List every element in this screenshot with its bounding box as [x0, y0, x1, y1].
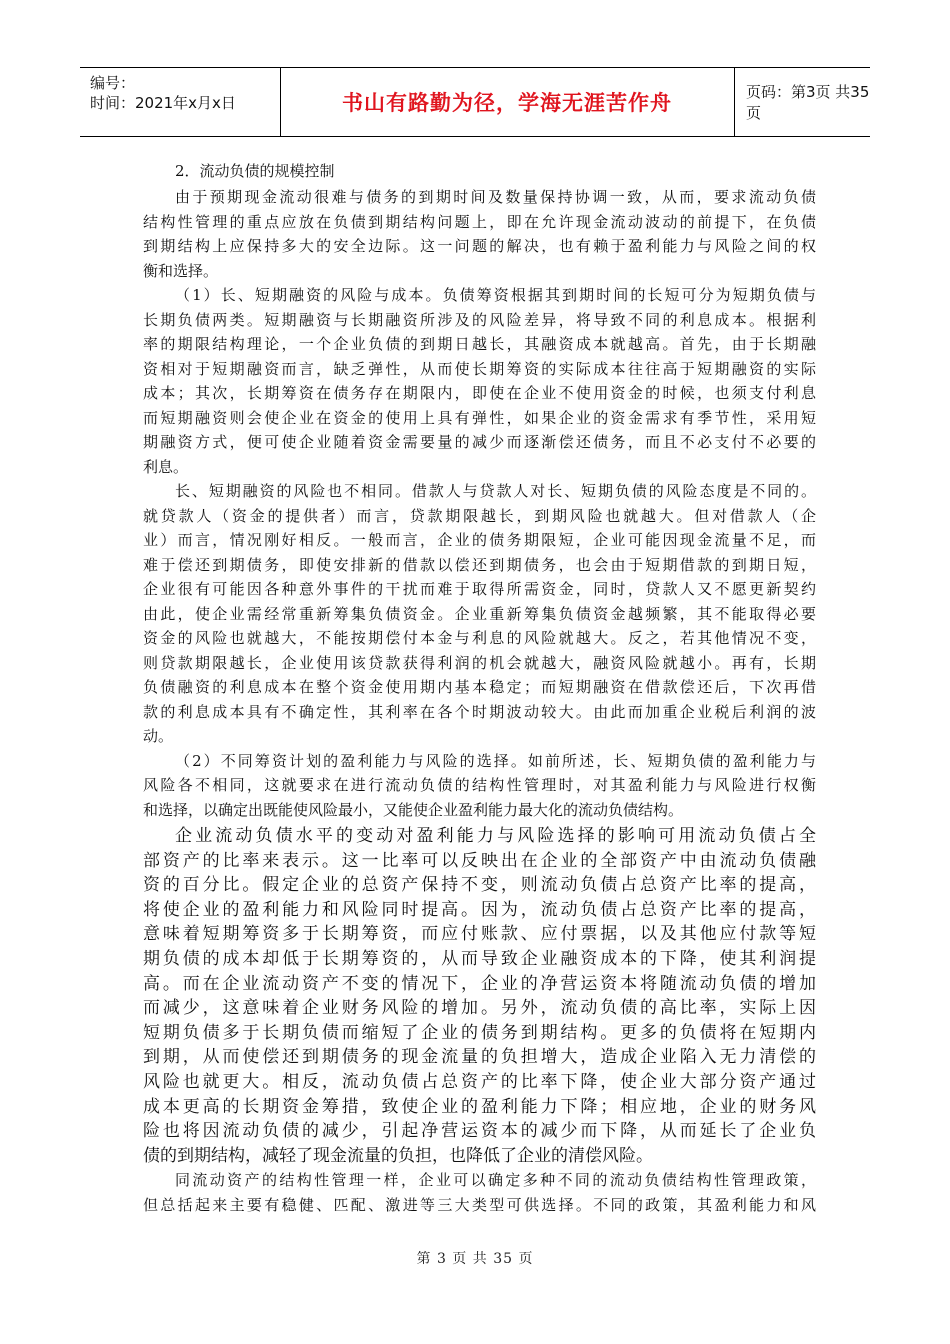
paragraph-line: 负债融资的利息成本在整个资金使用期内基本稳定；而短期融资在借款偿还后，下次再借	[143, 678, 816, 696]
paragraph-line: 而短期融资则会使企业在资金的使用上具有弹性，如果企业的资金需求有季节性，采用短	[143, 408, 816, 427]
paragraph-line: 资相对于短期融资而言，缺乏弹性，从而使长期筹资的实际成本往往高于短期融资的实际	[143, 359, 816, 378]
section-title: 2．流动负债的规模控制	[175, 162, 335, 180]
page-footer: 第 3 页 共 35 页	[416, 1251, 534, 1267]
paragraph-line: 风险也就更大。相反，流动负债占总资产的比率下降，使企业大部分资产通过	[143, 1071, 816, 1092]
paragraph-line: （1）长、短期融资的风险与成本。负债筹资根据其到期时间的长短可分为短期负债与	[175, 286, 816, 304]
paragraph-line: 资金的风险也就越大，不能按期偿付本金与利息的风险就越大。反之，若其他情况不变，	[143, 629, 816, 647]
header-page-info: 页码：第3页 共35页	[746, 83, 870, 122]
paragraph-line: 率的期限结构理论，一个企业负债的到期日越长，其融资成本就越高。首先，由于长期融	[143, 335, 816, 353]
paragraph-line: 资的百分比。假定企业的总资产保持不变，则流动负债占总资产比率的提高，	[143, 875, 816, 896]
paragraph-line: 结构性管理的重点应放在负债到期结构问题上，即在允许现金流动波动的前提下，在负债	[143, 212, 816, 231]
paragraph-line: 同流动资产的结构性管理一样，企业可以确定多种不同的流动负债结构性管理政策，	[175, 1171, 816, 1190]
paragraph-line: 动。	[143, 727, 174, 745]
paragraph-line: 衡和选择。	[143, 261, 219, 280]
paragraph-line: 企业流动负债水平的变动对盈利能力与风险选择的影响可用流动负债占全	[175, 826, 816, 846]
paragraph-line: 期负债的成本却低于长期筹资的，从而导致企业融资成本的下降，使其利润提	[143, 948, 816, 969]
body-paragraph	[143, 824, 816, 1168]
paragraph-line: 高。而在企业流动资产不变的情况下，企业的净营运资本将随流动负债的增加	[143, 973, 816, 994]
paragraph-line: 将使企业的盈利能力和风险同时提高。因为，流动负债占总资产比率的提高，	[143, 899, 816, 920]
body-paragraph	[143, 185, 816, 283]
body-paragraph	[143, 749, 816, 823]
paragraph-line: 成本；其次，长期筹资在债务存在期限内，即使在企业不使用资金的时候，也须支付利息	[143, 384, 816, 402]
paragraph-line: 由此，使企业需经常重新筹集负债资金。企业重新筹集负债资金越频繁，其不能取得必要	[143, 604, 816, 623]
body-paragraph	[143, 283, 816, 479]
paragraph-line: 意味着短期筹资多于长期筹资，而应付账款、应付票据，以及其他应付款等短	[143, 924, 816, 945]
paragraph-line: 利息。	[143, 457, 189, 476]
paragraph-line: 但总括起来主要有稳健、匹配、激进等三大类型可供选择。不同的政策，其盈利能力和风	[143, 1195, 816, 1214]
header-motto: 书山有路勤为径，学海无涯苦作舟	[280, 68, 735, 136]
paragraph-line: 债的到期结构，减轻了现金流量的负担，也降低了企业的清偿风险。	[143, 1145, 653, 1166]
paragraph-line: 险也将因流动负债的减少，引起净营运资本的减少而下降，从而延长了企业负	[143, 1121, 816, 1142]
paragraph-line: 和选择，以确定出既能使风险最小，又能使企业盈利能力最大化的流动负债结构。	[143, 800, 684, 819]
paragraph-line: 款的利息成本具有不确定性，其利率在各个时期波动较大。由此而加重企业税后利润的波	[143, 702, 816, 721]
document-date-label: 时间：2021年x月x日	[90, 94, 236, 112]
body-paragraph	[143, 1168, 816, 1217]
paragraph-line: 短期负债多于长期负债而缩短了企业的债务到期结构。更多的负债将在短期内	[143, 1022, 816, 1043]
paragraph-line: 成本更高的长期资金筹措，致使企业的盈利能力下降；相应地，企业的财务风	[143, 1096, 816, 1117]
paragraph-line: 长、短期融资的风险也不相同。借款人与贷款人对长、短期负债的风险态度是不同的。	[175, 482, 816, 500]
paragraph-line: 长期负债两类。短期融资与长期融资所涉及的风险差异，将导致不同的利息成本。根据利	[143, 310, 816, 329]
paragraph-line: 而减少，这意味着企业财务风险的增加。另外，流动负债的高比率，实际上因	[143, 998, 816, 1019]
paragraph-line: 到期，从而使偿还到期债务的现金流量的负担增大，造成企业陷入无力清偿的	[143, 1047, 816, 1068]
paragraph-line: 到期结构上应保持多大的安全边际。这一问题的解决，也有赖于盈利能力与风险之间的权	[143, 237, 816, 255]
header-left-cell	[80, 68, 281, 136]
paragraph-line: 则贷款期限越长，企业使用该贷款获得利润的机会就越大，融资风险就越小。再有，长期	[143, 653, 816, 672]
paragraph-line: 风险各不相同，这就要求在进行流动负债的结构性管理时，对其盈利能力与风险进行权衡	[143, 776, 816, 794]
paragraph-line: 就贷款人（资金的提供者）而言，贷款期限越长，到期风险也就越大。但对借款人（企	[143, 506, 816, 525]
paragraph-line: 难于偿还到期债务，即使安排新的借款以偿还到期债务，也会由于短期借款的到期日短，	[143, 555, 816, 574]
paragraph-line: 部资产的比率来表示。这一比率可以反映出在企业的全部资产中由流动负债融	[143, 850, 816, 871]
paragraph-line: 由于预期现金流动很难与债务的到期时间及数量保持协调一致，从而，要求流动负债	[175, 188, 816, 206]
body-paragraph	[143, 479, 816, 749]
paragraph-line: （2）不同筹资计划的盈利能力与风险的选择。如前所述，长、短期负债的盈利能力与	[175, 751, 816, 770]
document-number-label: 编号：	[90, 74, 136, 92]
document-body	[143, 160, 816, 1217]
paragraph-line: 业）而言，情况刚好相反。一般而言，企业的债务期限短，企业可能因现金流量不足，而	[143, 531, 816, 549]
paragraph-container	[143, 185, 816, 1217]
page-header	[80, 67, 870, 137]
paragraph-line: 期融资方式，便可使企业随着资金需要量的减少而逐渐偿还债务，而且不必支付不必要的	[143, 433, 816, 451]
paragraph-line: 企业很有可能因各种意外事件的干扰而难于取得所需资金，同时，贷款人又不愿更新契约	[143, 580, 816, 598]
